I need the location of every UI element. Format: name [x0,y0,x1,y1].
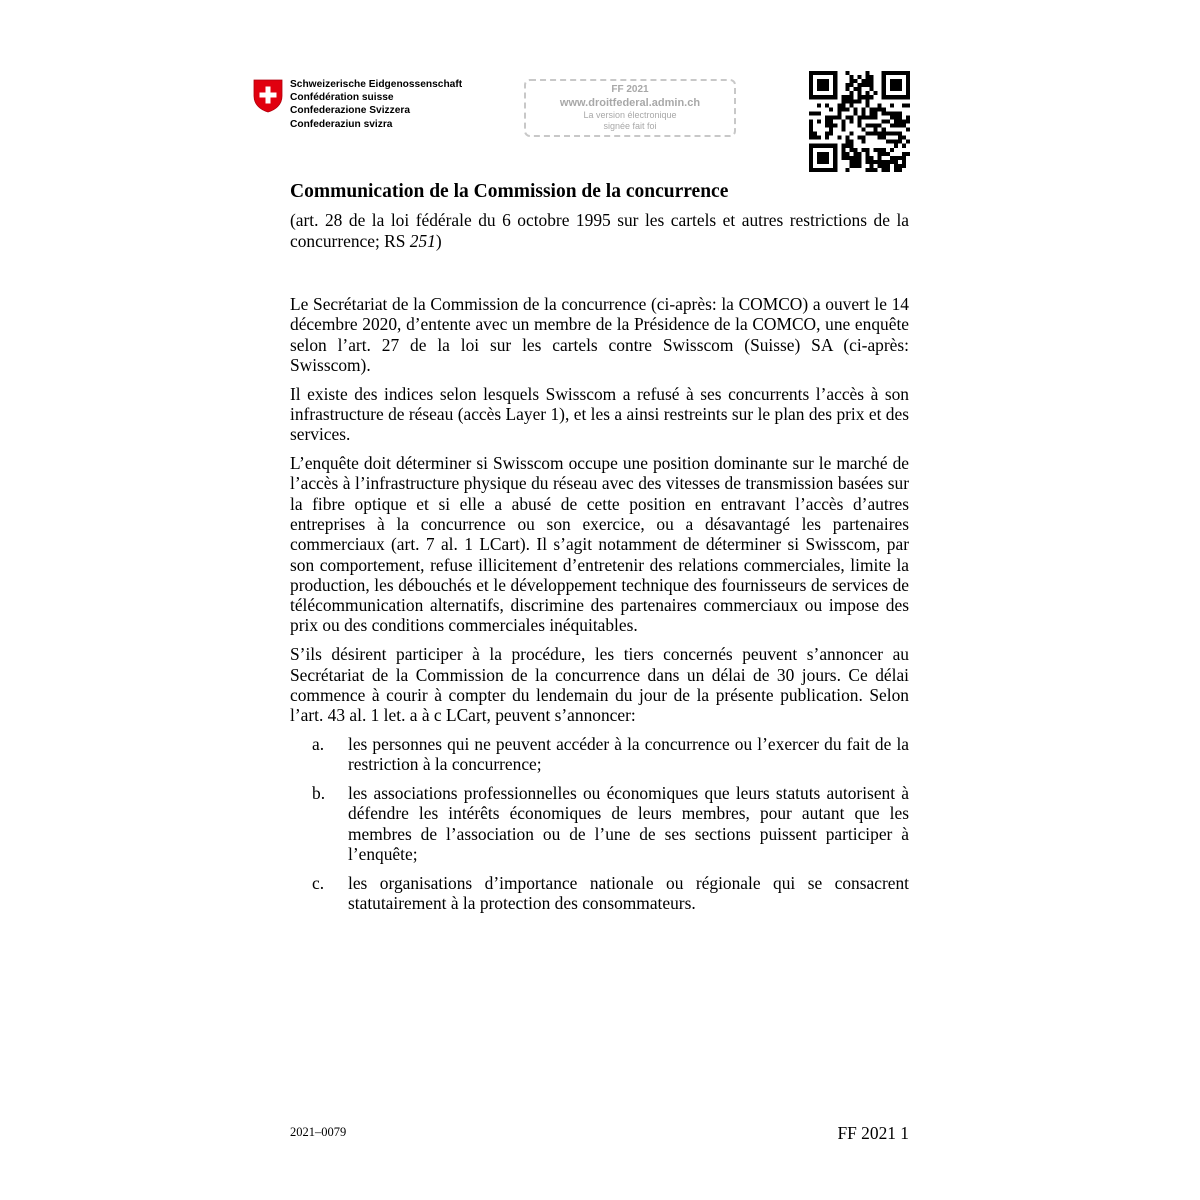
paragraph: Le Secrétariat de la Commission de la concurrence (ci-après: la COMCO) a ouvert le 14 décembre 2020, d’entente avec un membre de la Présidence de la COMCO, une enquête selon l’art. 27 de la loi sur les cartels contre Swisscom (Suisse) SA (ci-après: Swisscom). [290,294,909,375]
subtitle-text: (art. 28 de la loi fédérale du 6 octobre 1995 sur les cartels et autres restrictions de la concurrence; RS [290,210,909,251]
list-item-text: les organisations d’importance nationale ou régionale qui se consacrent statutairement à la protection des consommateurs. [348,872,909,914]
subtitle-rs-number: 251 [409,230,436,251]
list-item-text: les associations professionnelles ou économiques que leurs statuts autorisent à défendre les intérêts économiques de leurs membres, pour autant que les membres de l’association ou de l’une de ses sections puissent participer à l’enquête; [348,783,909,864]
document-title: Communication de la Commission de la concurrence [290,181,729,202]
stamp-url: www.droitfederal.admin.ch [559,97,701,109]
list-item [290,873,909,914]
authority-name-fr: Confédération suisse [290,92,394,104]
list-marker: a. [312,733,325,754]
publication-stamp [524,79,736,137]
paragraph: Il existe des indices selon lesquels Swisscom a refusé à ses concurrents l’accès à son infrastructure de réseau (accès Layer 1), et les a ainsi restreints sur le plan des prix et des services. [290,383,909,445]
federal-logo [253,78,462,131]
document-body [290,294,909,922]
authority-name-it: Confederazione Svizzera [290,105,411,117]
list-marker: c. [312,872,325,893]
stamp-note-1: La version électronique [583,110,677,120]
list-item [290,734,909,775]
swiss-cross-shield-icon [253,79,283,113]
authority-name-de: Schweizerische Eidgenossenschaft [290,79,463,90]
paragraph: L’enquête doit déterminer si Swisscom occupe une position dominante sur le marché de l’accès à l’infrastructure physique du réseau avec des vitesses de transmission basées sur la fibre optique et si elle a abusé de cette position en entravant l’accès d’autres entreprises à la concurrence ou son exercice, ou a désavantagé les partenaires commerciaux (art. 7 al. 1 LCart). Il s’agit notamment de déterminer si Swisscom, par son comportement, refuse illicitement d’entretenir des relations commerciales, limite la production, les débouchés et le développement technique des fournisseurs de services de télécommunication alternatifs, discrimine des partenaires commerciaux ou impose des prix ou des conditions commerciales inéquitables. [290,453,909,636]
subtitle-close: ) [435,230,442,251]
authority-names [290,78,462,131]
list-marker: b. [312,783,326,804]
eligible-parties-list [290,734,909,913]
authority-name-rm: Confederaziun svizra [290,118,393,130]
paragraph: S’ils désirent participer à la procédure, les tiers concernés peuvent s’annoncer au Secrétariat de la Commission de la concurrence dans un délai de 30 jours. Ce délai commence à courir à compter du lendemain du jour de la présente publication. Selon l’art. 43 al. 1 let. a à c LCart, peuvent s’annoncer: [290,644,909,726]
list-item-text: les personnes qui ne peuvent accéder à la concurrence ou l’exercer du fait de la restriction à la concurrence; [348,733,909,775]
qr-code-icon [809,71,910,172]
document-number: 2021–0079 [290,1125,347,1139]
stamp-issue: FF 2021 [611,84,649,95]
list-item [290,783,909,864]
document-subtitle [290,210,909,251]
page-reference: FF 2021 1 [837,1123,909,1143]
stamp-note-2: signée fait foi [603,121,657,131]
